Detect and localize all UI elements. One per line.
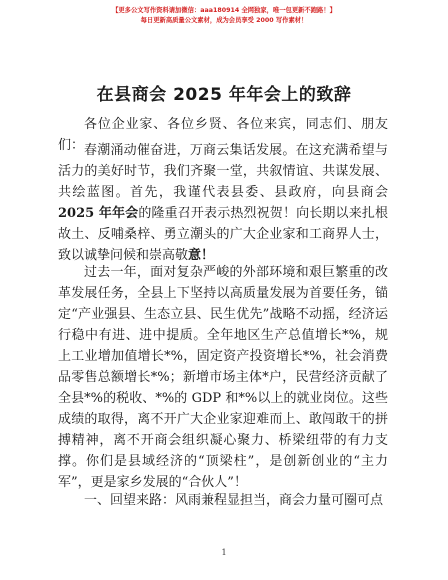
document-title: 在县商会 2025 年年会上的致辞 — [96, 85, 352, 105]
opening-text-b: 的隆重召开表示热烈祝贺！向长期以来扎根故土、反哺桑梓、勇立潮头的广大企业家和工商界人士，致以诚挚问候和崇高敬 — [58, 206, 388, 263]
promo-banner — [0, 6, 448, 26]
opening-text-a: 春潮涌动催奋进，万商云集话发展。在这充满希望与活力的美好时节，我们齐聚一堂，共叙情谊、共谋发展、共绘蓝图。首先，我谨代表县委、县政府，向县商会 — [58, 143, 388, 200]
opening-bold-2: 意！ — [188, 248, 215, 263]
greeting-paragraph: 各位企业家、各位乡贤、各位来宾，同志们、朋友们： — [58, 117, 388, 153]
opening-bold-1: 2025 年年会 — [58, 206, 139, 221]
review-paragraph: 过去一年，面对复杂严峻的外部环境和艰巨繁重的改革发展任务，全县上下坚持以高质量发展为首要任务，锚定“产业强县、生态立县、民生优先”战略不动摇，经济运行稳中有进、进中提质。全年地区生产总值增长*%，规上工业增加值增长*%，固定资产投资增长*%，社会消费品零售总额增长*%；新增市场主体*户，民营经济贡献了全县*%的税收、*%的 GDP 和*%以上的就业岗位。这些成绩的取得，离不开广大企业家迎难而上、敢闯敢干的拼搏精神，离不开商会组织凝心聚力、桥梁纽带的有力支撑。你们是县域经济的“顶梁柱”，是创新创业的“主力军”，更是家乡发展的“合伙人”！ — [58, 265, 388, 490]
section-heading: 一、回望来路：风雨兼程显担当，商会力量可圈可点 — [84, 493, 384, 508]
promo-line-1: 【更多公文写作资料请加微信：aaa180914 全网独家，唯一包更新不跑路！】 — [112, 7, 336, 14]
promo-line-2: 每日更新高质量公文素材，成为会员享受 2000 写作素材！ — [140, 17, 308, 24]
page-number: 1 — [221, 548, 227, 557]
opening-paragraph — [58, 140, 388, 266]
